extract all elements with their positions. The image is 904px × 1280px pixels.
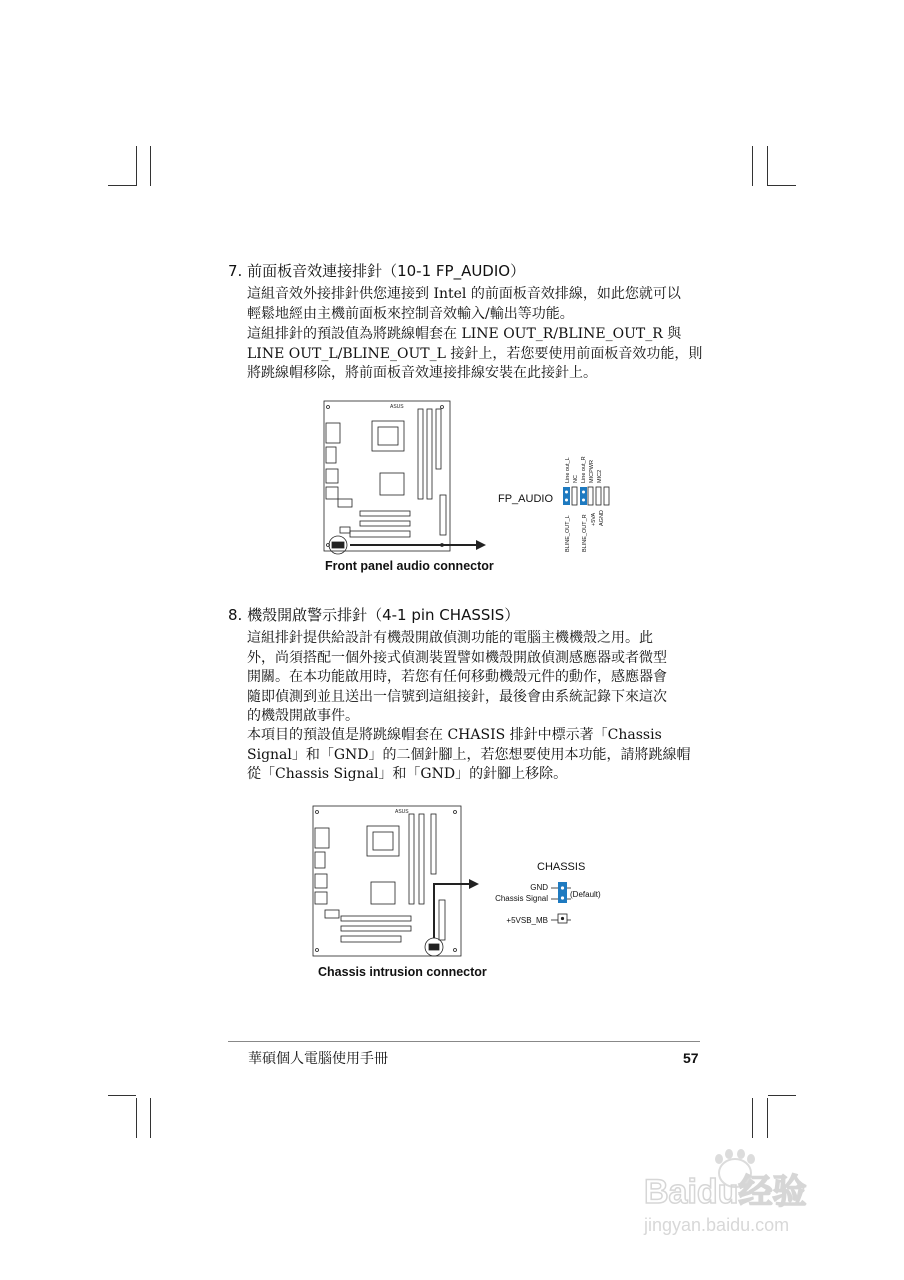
pin-label-bottom: BLINE_OUT_L <box>565 515 571 552</box>
watermark-url: jingyan.baidu.com <box>644 1215 790 1235</box>
crop-mark <box>768 185 796 186</box>
section-8-title: 8. 機殼開啟警示排針（4-1 pin CHASSIS） <box>228 606 520 624</box>
footer-rule <box>228 1041 700 1042</box>
fp-audio-figure <box>320 395 620 560</box>
pin-label-top: Line out_L <box>565 457 571 483</box>
text-line: 輕鬆地經由主機前面板來控制音效輸入/輸出等功能。 <box>247 305 574 322</box>
motherboard-diagram <box>324 401 450 554</box>
page-number: 57 <box>683 1050 699 1066</box>
crop-mark <box>150 146 151 186</box>
text-line: LINE OUT_L/BLINE_OUT_L 接針上，若您要使用前面板音效功能，則 <box>247 345 703 362</box>
arrow <box>434 879 479 938</box>
default-label: (Default) <box>570 890 601 899</box>
text-line: 這組音效外接排針供您連接到 Intel 的前面板音效排線，如此您就可以 <box>247 286 681 302</box>
crop-mark <box>767 146 768 186</box>
text-line: 本項目的預設值是將跳線帽套在 CHASIS 排針中標示著「Chassis <box>247 727 662 743</box>
crop-mark <box>752 146 753 186</box>
section-7-paragraph-1 <box>247 285 685 324</box>
motherboard-diagram <box>313 806 461 956</box>
chassis-caption: Chassis intrusion connector <box>318 965 487 979</box>
section-8-paragraph-2 <box>247 726 691 785</box>
pin-label: Chassis Signal <box>495 894 548 903</box>
chassis-header <box>551 882 571 923</box>
section-7-title: 7. 前面板音效連接排針（10-1 FP_AUDIO） <box>228 262 526 280</box>
arrow <box>350 540 486 550</box>
text-line: 這組排針的預設值為將跳線帽套在 LINE OUT_R/BLINE_OUT_R 與 <box>247 326 682 342</box>
paw-icon <box>715 1149 755 1164</box>
book-title: 華碩個人電腦使用手冊 <box>248 1051 388 1067</box>
crop-mark <box>108 1095 136 1096</box>
text-line: 外，尚須搭配一個外接式偵測裝置譬如機殼開啟偵測感應器或者微型 <box>247 649 667 666</box>
text-line: 將跳線帽移除，將前面板音效連接排線安裝在此接針上。 <box>247 365 597 381</box>
pin-label-top: MIC2 <box>597 469 603 483</box>
crop-mark <box>150 1098 151 1138</box>
pin-label: +5VSB_MB <box>506 916 548 925</box>
pin-label-top: MICPWR <box>589 460 595 483</box>
crop-mark <box>136 146 137 186</box>
fp-audio-caption: Front panel audio connector <box>325 559 494 573</box>
chassis-label: CHASSIS <box>537 861 586 873</box>
text-line: 從「Chassis Signal」和「GND」的針腳上移除。 <box>247 766 568 782</box>
pin-label-top: NC <box>573 475 579 483</box>
baidu-watermark <box>640 1145 870 1245</box>
crop-mark <box>108 185 136 186</box>
chassis-figure <box>305 800 615 965</box>
text-line: 開關。在本功能啟用時，若您有任何移動機殼元件的動作，感應器會 <box>247 669 667 685</box>
watermark-brand: Baidu经验 <box>644 1173 807 1211</box>
fp-audio-header <box>563 487 609 505</box>
section-7-paragraph-2 <box>247 325 703 384</box>
brand-mark: ASUS <box>390 404 404 410</box>
pin-label-top: Line out_R <box>581 456 587 483</box>
pin-label: GND <box>530 883 548 892</box>
pin-label-bottom: BLINE_OUT_R <box>582 514 588 552</box>
pin-label-bottom: +5VA <box>591 512 597 526</box>
pin-label-bottom: AGND <box>599 510 605 526</box>
fp-audio-label: FP_AUDIO <box>498 493 554 505</box>
brand-mark: ASUS <box>395 809 409 815</box>
crop-mark <box>767 1098 768 1138</box>
text-line: Signal」和「GND」的二個針腳上，若您想要使用本功能，請將跳線帽 <box>247 746 691 763</box>
crop-mark <box>136 1098 137 1138</box>
text-line: 的機殼開啟事件。 <box>247 708 359 724</box>
crop-mark <box>752 1098 753 1138</box>
text-line: 隨即偵測到並且送出一信號到這組接針，最後會由系統記錄下來這次 <box>247 688 667 705</box>
text-line: 這組排針提供給設計有機殼開啟偵測功能的電腦主機機殼之用。此 <box>247 630 653 646</box>
section-8-paragraph-1 <box>247 629 685 727</box>
crop-mark <box>768 1095 796 1096</box>
